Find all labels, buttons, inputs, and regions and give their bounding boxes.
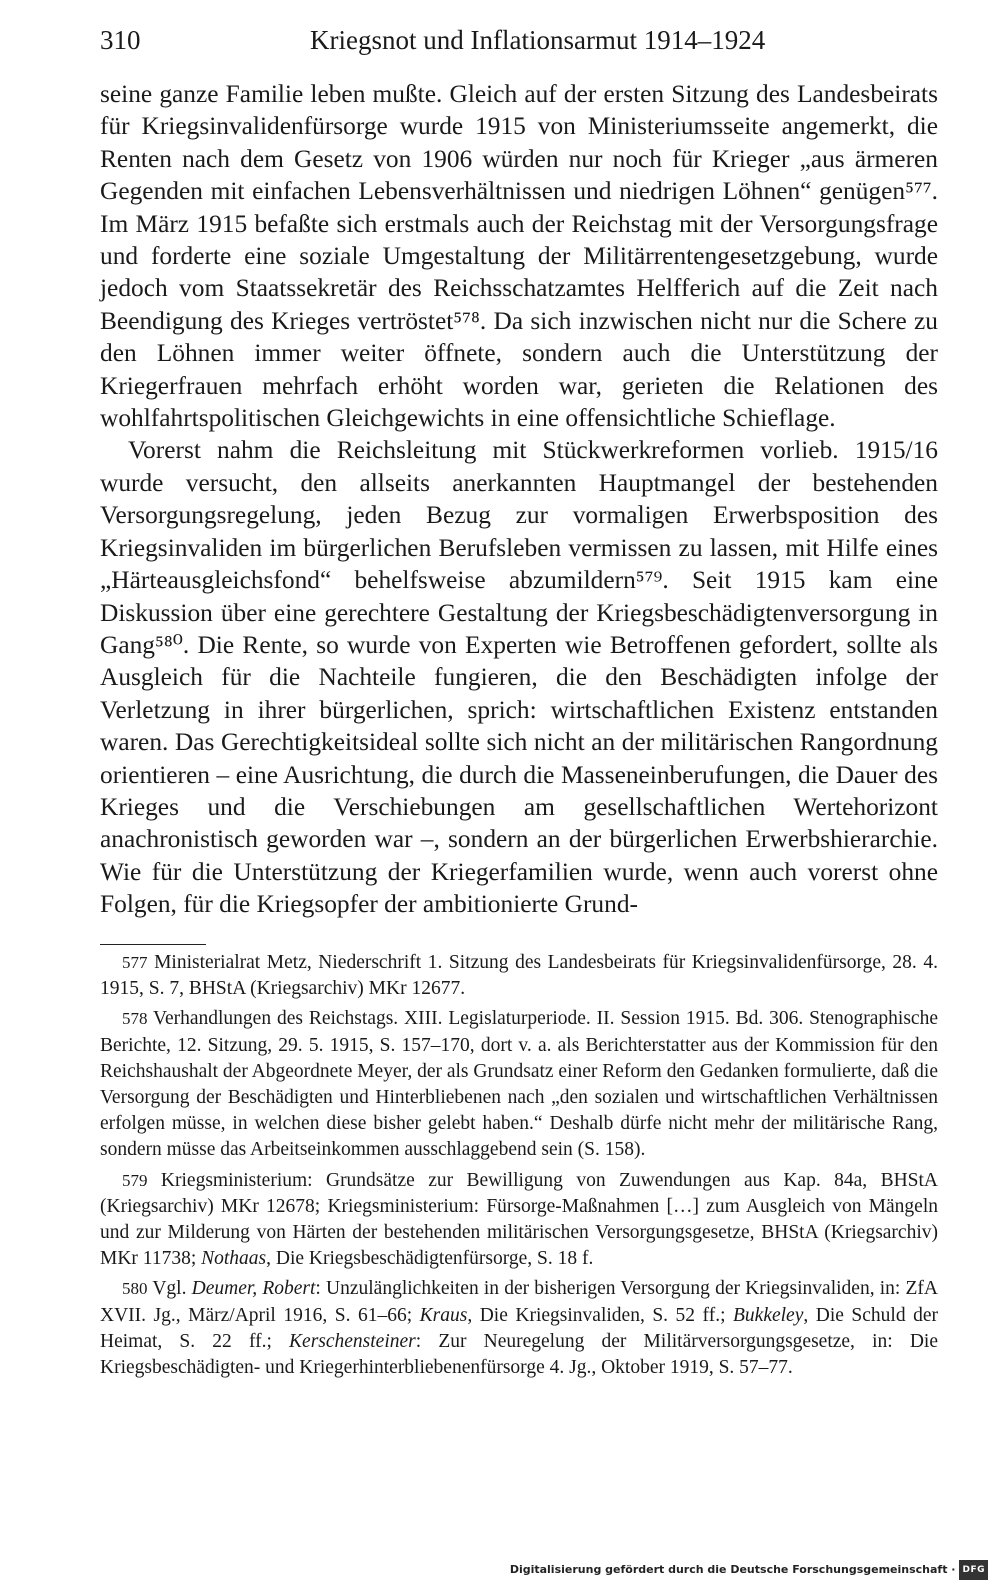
footnote-text: Ministerialrat Metz, Niederschrift 1. Sitzung des Landesbeirats für Kriegsinvalidenfürsorge, 28. 4. 1915, S. 7, BHStA (Kriegsarchiv) MKr 12677. xyxy=(100,952,938,1000)
page-header xyxy=(100,20,938,60)
paragraph-2: Vorerst nahm die Reichsleitung mit Stückwerkreformen vorlieb. 1915/16 wurde versucht, den allseits anerkannten Hauptmangel der bestehenden Versorgungsregelung, jeden Bezug zur vormaligen Erwerbsposition des Kriegsinvaliden im bürgerlichen Berufsleben vermissen zu lassen, mit Hilfe eines „Härteausgleichsfond“ behelfsweise abzumildern⁵⁷⁹. Seit 1915 kam eine Diskussion über eine gerechtere Gestaltung der Kriegsbeschädigtenversorgung in Gang⁵⁸⁰. Die Rente, so wurde von Experten wie Betroffenen gefordert, sollte als Ausgleich für die Nachteile fungieren, die den Beschädigten infolge der Verletzung in ihrer bürgerlichen, sprich: wirtschaftlichen Existenz entstanden waren. Das Gerechtigkeitsideal sollte sich nicht an der militärischen Rangordnung orientieren – eine Ausrichtung, die durch die Masseneinberufungen, die Dauer des Krieges und die Verschiebungen am gesellschaftlichen Wertehorizont anachronistisch geworden war –, sondern an der bürgerlichen Erwerbshierarchie. Wie für die Unterstützung der Kriegerfamilien wurde, wenn auch vorerst ohne Folgen, für die Kriegsopfer der ambitionierte Grund- xyxy=(100,436,938,919)
footnote-number: 580 xyxy=(122,1279,148,1299)
footnote-580 xyxy=(100,1276,938,1381)
footnote-579 xyxy=(100,1168,938,1273)
footnote-text: Kriegsministerium: Grundsätze zur Bewilligung von Zuwendungen aus Kap. 84a, BHStA (Kriegsarchiv) MKr 12678; Kriegsministerium: Fürsorge-Maßnahmen […] zum Ausgleich von Mängeln und zur Milderung von Härten der bestehenden militärischen Versorgungsgesetze, BHStA (Kriegsarchiv) MKr 11738; xyxy=(100,1169,939,1270)
footer-text: Digitalisierung gefördert durch die Deutsche Forschungsgemeinschaft · xyxy=(509,1563,956,1576)
footnote-578 xyxy=(100,1006,938,1163)
footnote-author: Kraus xyxy=(419,1304,468,1326)
footnote-577 xyxy=(100,950,938,1002)
footnote-text: , Die Schuld der Heimat, S. 22 ff.; xyxy=(100,1304,938,1352)
dfg-logo: DFG xyxy=(959,1560,988,1580)
footnote-number: 577 xyxy=(122,953,148,972)
footnote-separator xyxy=(100,944,206,945)
footnote-number: 579 xyxy=(122,1170,148,1190)
footnote-text: , Die Kriegsinvaliden, S. 52 ff.; xyxy=(467,1304,733,1326)
footnote-text: : Zur Neuregelung der Militärversorgungsgesetze, in: Die Kriegsbeschädigten- und Kriegerhinterbliebenenfürsorge 4. Jg., Oktober 1919, S. 57–77. xyxy=(100,1330,938,1379)
digitization-footer xyxy=(510,1561,988,1579)
footnote-author: Bukkeley xyxy=(733,1304,804,1326)
footnote-text: , Die Kriegsbeschädigtenfürsorge, S. 18 f. xyxy=(266,1248,594,1270)
footnote-text: Vgl. xyxy=(152,1278,192,1300)
footnote-author: Kerschensteiner xyxy=(289,1330,416,1352)
footnote-author: Deumer, Robert xyxy=(191,1278,316,1300)
footnotes xyxy=(100,950,938,1385)
running-title: Kriegsnot und Inflationsarmut 1914–1924 xyxy=(310,25,766,55)
page-number: 310 xyxy=(100,25,141,55)
footnote-text: : Unzulänglichkeiten in der bisherigen Versorgung der Kriegsinvaliden, in: ZfA XVII. Jg., März/April 1916, S. 61–66; xyxy=(100,1278,938,1326)
footnote-author: Nothaas xyxy=(201,1248,267,1270)
paragraph-1: seine ganze Familie leben mußte. Gleich auf der ersten Sitzung des Landesbeirats für Kriegsinvalidenfürsorge wurde 1915 von Ministeriumsseite angemerkt, die Renten nach dem Gesetz von 1906 würden nur noch für Krieger „aus ärmeren Gegenden mit einfachen Lebensverhältnissen und niedrigen Löhnen“ genügen⁵⁷⁷. Im März 1915 befaßte sich erstmals auch der Reichstag mit der Versorgungsfrage und forderte eine soziale Umgestaltung der Militärrentengesetzgebung, wurde jedoch vom Staatssekretär des Reichsschatzamtes Helfferich auf die Zeit nach Beendigung des Krieges vertröstet⁵⁷⁸. Da sich inzwischen nicht nur die Schere zu den Löhnen immer weiter öffnete, sondern auch die Unterstützung der Kriegerfrauen mehrfach erhöht worden war, gerieten die Relationen des wohlfahrtspolitischen Gleichgewichts in eine offensichtliche Schieflage. xyxy=(100,80,938,433)
main-text xyxy=(100,78,938,921)
footnote-number: 578 xyxy=(122,1009,148,1029)
footnote-text: Verhandlungen des Reichstags. XIII. Legislaturperiode. II. Session 1915. Bd. 306. Stenographische Berichte, 12. Sitzung, 29. 5. 1915, S. 157–170, dort v. a. als Berichterstatter aus der Kommission für den Reichshaushalt der Abgeordnete Meyer, der als Grundsatz einer Reform den Gedanken formulierte, daß die Versorgung der Beschädigten und Hinterbliebenen nach „den sozialen und wirtschaftlichen Verhältnissen erfolgen müsse, in welchen diese bisher gelebt haben.“ Deshalb dürfe nicht mehr der militärische Rang, sondern müsse das Arbeitseinkommen ausschlaggebend sein (S. 158). xyxy=(100,1008,938,1161)
